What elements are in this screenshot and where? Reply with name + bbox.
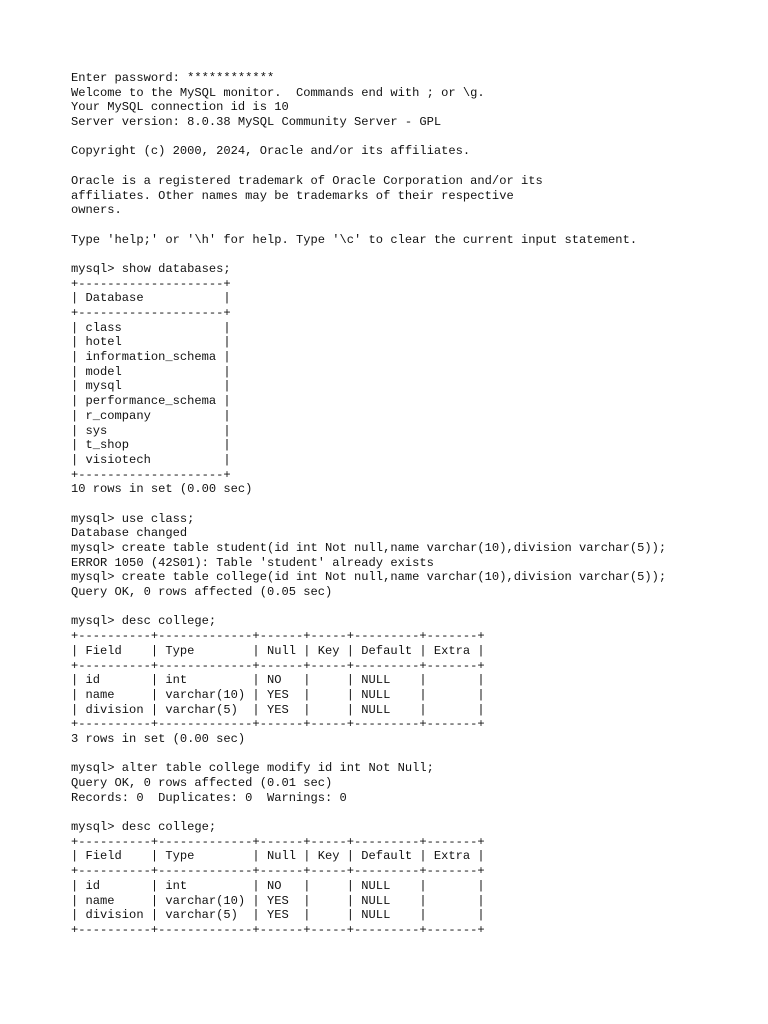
console-line: 10 rows in set (0.00 sec) <box>71 482 253 497</box>
console-line: | division | varchar(5) | YES | | NULL | | <box>71 702 485 717</box>
console-line <box>71 218 761 233</box>
console-line: affiliates. Other names may be trademarks of their respective <box>71 188 514 203</box>
console-line <box>71 159 761 174</box>
console-line: +----------+-------------+------+-----+---------+-------+ <box>71 922 485 937</box>
console-line: ERROR 1050 (42S01): Table 'student' already exists <box>71 555 434 570</box>
console-line: mysql> show databases; <box>71 261 231 276</box>
console-line: | t_shop | <box>71 438 231 453</box>
console-line: Server version: 8.0.38 MySQL Community Server - GPL <box>71 115 442 130</box>
console-line <box>71 805 761 820</box>
console-line: | division | varchar(5) | YES | | NULL | | <box>71 908 485 923</box>
console-line: | id | int | NO | | NULL | | <box>71 878 485 893</box>
console-line: +----------+-------------+------+-----+---------+-------+ <box>71 629 485 644</box>
console-line <box>71 497 761 512</box>
console-line: | model | <box>71 364 231 379</box>
console-line: | information_schema | <box>71 350 231 365</box>
console-line: +--------------------+ <box>71 276 231 291</box>
console-line <box>71 130 761 145</box>
console-line: +--------------------+ <box>71 306 231 320</box>
console-line: +----------+-------------+------+-----+---------+-------+ <box>71 717 485 732</box>
console-line: Welcome to the MySQL monitor. Commands end with ; or \g. <box>71 85 485 100</box>
console-line: +----------+-------------+------+-----+---------+-------+ <box>71 834 485 849</box>
console-line: | class | <box>71 320 231 335</box>
console-line: +----------+-------------+------+-----+---------+-------+ <box>71 658 485 673</box>
console-line: mysql> create table student(id int Not null,name varchar(10),division varchar(5)); <box>71 541 667 555</box>
console-line: Records: 0 Duplicates: 0 Warnings: 0 <box>71 790 347 805</box>
console-line: 3 rows in set (0.00 sec) <box>71 731 246 746</box>
console-line: | sys | <box>71 423 231 438</box>
console-line: Query OK, 0 rows affected (0.01 sec) <box>71 776 333 790</box>
console-line: owners. <box>71 203 122 218</box>
console-line: | Field | Type | Null | Key | Default | Extra | <box>71 849 485 864</box>
console-line: mysql> desc college; <box>71 614 217 629</box>
console-line: | name | varchar(10) | YES | | NULL | | <box>71 687 485 702</box>
console-line <box>71 247 761 262</box>
console-line: mysql> alter table college modify id int Not Null; <box>71 761 434 776</box>
mysql-console-transcript <box>71 71 761 938</box>
console-line: | id | int | NO | | NULL | | <box>71 673 485 688</box>
console-line: | mysql | <box>71 379 231 394</box>
console-line: | Database | <box>71 291 231 306</box>
console-line: Enter password: ************ <box>71 71 275 85</box>
console-line: +----------+-------------+------+-----+---------+-------+ <box>71 864 485 879</box>
console-line: mysql> create table college(id int Not null,name varchar(10),division varchar(5)); <box>71 570 667 585</box>
console-line: Query OK, 0 rows affected (0.05 sec) <box>71 585 333 600</box>
console-line: | performance_schema | <box>71 394 231 409</box>
console-line: | name | varchar(10) | YES | | NULL | | <box>71 893 485 908</box>
console-line: | r_company | <box>71 408 231 423</box>
console-line: Your MySQL connection id is 10 <box>71 100 289 115</box>
console-line: +--------------------+ <box>71 467 231 482</box>
console-line: | hotel | <box>71 335 231 350</box>
console-line: Type 'help;' or '\h' for help. Type '\c' to clear the current input statement. <box>71 232 638 247</box>
console-line: mysql> use class; <box>71 511 195 526</box>
console-line: Oracle is a registered trademark of Oracle Corporation and/or its <box>71 173 543 188</box>
console-line: | Field | Type | Null | Key | Default | Extra | <box>71 643 485 658</box>
console-line: | visiotech | <box>71 452 231 467</box>
console-line: Copyright (c) 2000, 2024, Oracle and/or its affiliates. <box>71 144 471 159</box>
console-line <box>71 747 761 762</box>
console-line: Database changed <box>71 526 188 541</box>
console-line: mysql> desc college; <box>71 820 217 835</box>
console-line <box>71 600 761 615</box>
